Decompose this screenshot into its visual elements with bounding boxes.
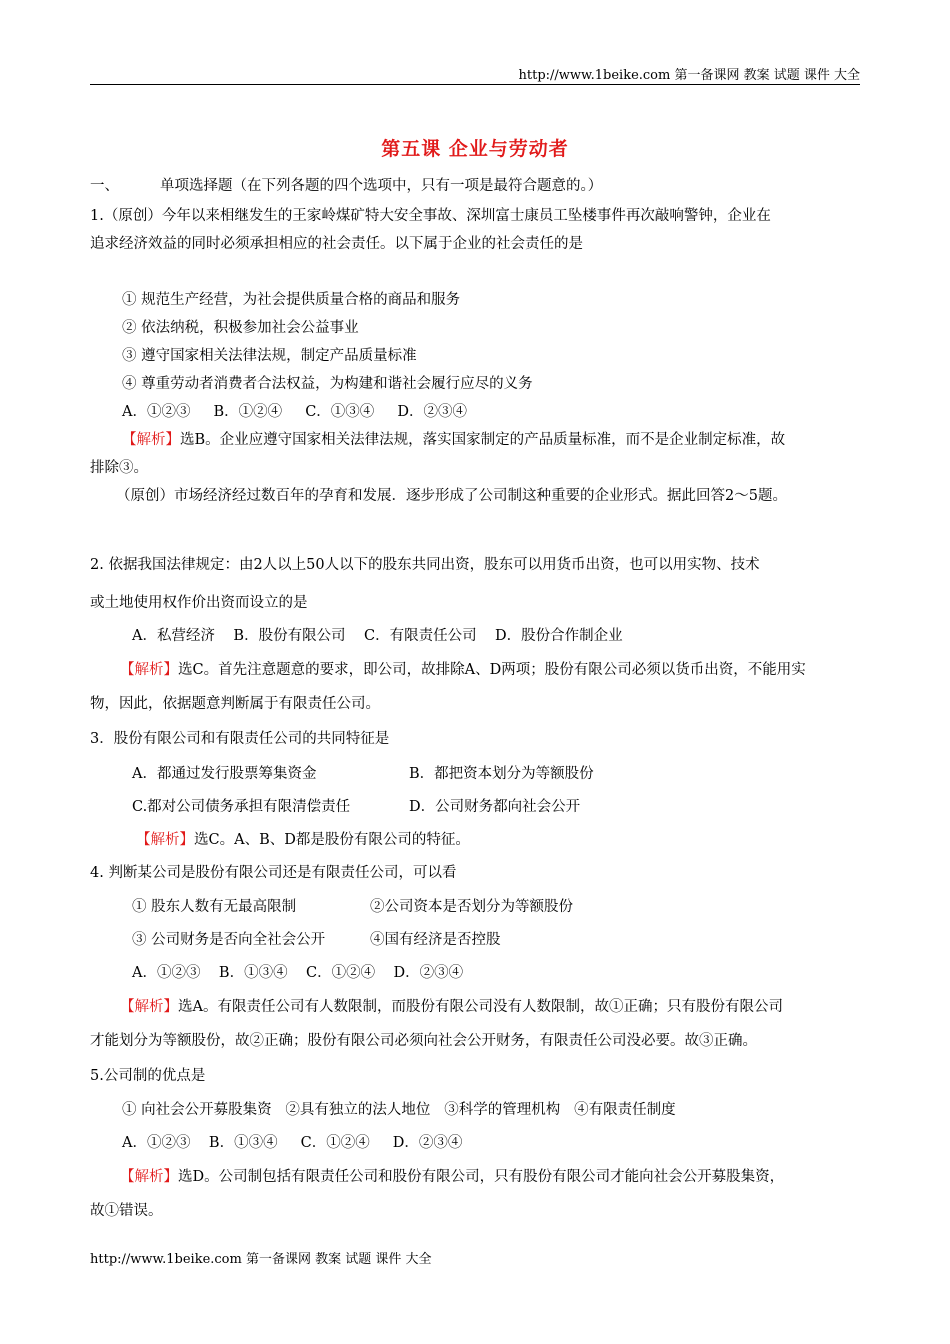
- q5-options: ① 向社会公开募股集资 ②具有独立的法人地位 ③科学的管理机构 ④有限责任制度: [122, 1102, 676, 1118]
- q3-analysis-text: 选C。A、B、D都是股份有限公司的特征。: [194, 832, 470, 848]
- q1-analysis-line2: 排除③。: [90, 460, 148, 476]
- q2-analysis-line1: [120, 660, 806, 680]
- group-intro: （原创）市场经济经过数百年的孕育和发展．逐步形成了公司制这种重要的企业形式。据此回答2～5题。: [116, 488, 787, 504]
- q2-analysis-text: 选C。首先注意题意的要求，即公司，故排除A、D两项；股份有限公司必须以货币出资，不能用实: [178, 662, 806, 678]
- q4-analysis-line2: 才能划分为等额股份，故②正确；股份有限公司必须向社会公开财务，有限责任公司没必要。故③正确。: [90, 1033, 757, 1049]
- q3-option-d: D．公司财务都向社会公开: [409, 799, 581, 815]
- q3-option-b: B．都把资本划分为等额股份: [409, 766, 594, 782]
- section-heading: 单项选择题（在下列各题的四个选项中，只有一项是最符合题意的。）: [160, 178, 603, 194]
- q3-option-a: A．都通过发行股票筹集资金: [132, 766, 317, 782]
- analysis-tag: 【解析】: [120, 1169, 178, 1185]
- q5-stem: 5.公司制的优点是: [90, 1068, 206, 1084]
- q5-choices: A．①②③ B．①③④ C．①②④ D．②③④: [122, 1135, 463, 1151]
- q5-analysis-line2: 故①错误。: [90, 1203, 163, 1219]
- q2-stem-line1: 2. 依据我国法律规定：由2人以上50人以下的股东共同出资，股东可以用货币出资，也可以用实物、技术: [90, 557, 760, 573]
- page-title: 第五课 企业与劳动者: [381, 138, 569, 160]
- q4-option-4: ④国有经济是否控股: [370, 932, 501, 948]
- q2-stem-line2: 或土地使用权作价出资而设立的是: [90, 595, 308, 611]
- analysis-tag: 【解析】: [120, 662, 178, 678]
- q4-choices: A．①②③ B．①③④ C．①②④ D．②③④: [132, 965, 464, 981]
- q1-option-2: ② 依法纳税，积极参加社会公益事业: [122, 320, 359, 336]
- q3-stem: 3．股份有限公司和有限责任公司的共同特征是: [90, 731, 390, 747]
- q2-choices: A．私营经济 B．股份有限公司 C．有限责任公司 D．股份合作制企业: [132, 628, 623, 644]
- section-number: 一、: [90, 178, 119, 194]
- q1-analysis-text: 选B。企业应遵守国家相关法律法规，落实国家制定的产品质量标准，而不是企业制定标准，故: [180, 432, 786, 448]
- q4-option-1: ① 股东人数有无最高限制: [132, 899, 297, 915]
- q1-option-1: ① 规范生产经营，为社会提供质量合格的商品和服务: [122, 292, 461, 308]
- page-header: http://www.1beike.com 第一备课网 教案 试题 课件 大全: [518, 68, 860, 83]
- q1-choices: A．①②③ B．①②④ C．①③④ D．②③④: [122, 404, 467, 420]
- page-footer: http://www.1beike.com 第一备课网 教案 试题 课件 大全: [90, 1252, 432, 1267]
- q4-analysis-text: 选A。有限责任公司有人数限制，而股份有限公司没有人数限制，故①正确；只有股份有限公司: [178, 999, 783, 1015]
- q4-option-2: ②公司资本是否划分为等额股份: [370, 899, 573, 915]
- analysis-tag: 【解析】: [122, 432, 180, 448]
- header-rule: [90, 84, 860, 85]
- q1-stem-line2: 追求经济效益的同时必须承担相应的社会责任。以下属于企业的社会责任的是: [90, 236, 583, 252]
- q4-stem: 4. 判断某公司是股份有限公司还是有限责任公司，可以看: [90, 865, 457, 881]
- q3-option-c: C.都对公司债务承担有限清偿责任: [132, 799, 351, 815]
- analysis-tag: 【解析】: [120, 999, 178, 1015]
- q4-option-3: ③ 公司财务是否向全社会公开: [132, 932, 326, 948]
- analysis-tag: 【解析】: [136, 832, 194, 848]
- q5-analysis-text: 选D。公司制包括有限责任公司和股份有限公司，只有股份有限公司才能向社会公开募股集资，: [178, 1169, 785, 1185]
- q1-stem-line1: 1.（原创）今年以来相继发生的王家岭煤矿特大安全事故、深圳富士康员工坠楼事件再次敲响警钟，企业在: [90, 208, 771, 224]
- q1-analysis-line1: [122, 430, 785, 450]
- q1-option-3: ③ 遵守国家相关法律法规，制定产品质量标准: [122, 348, 417, 364]
- q3-analysis: [136, 830, 470, 850]
- q2-analysis-line2: 物，因此，依据题意判断属于有限责任公司。: [90, 696, 380, 712]
- q4-analysis-line1: [120, 997, 783, 1017]
- q5-analysis-line1: [120, 1167, 784, 1187]
- q1-option-4: ④ 尊重劳动者消费者合法权益，为构建和谐社会履行应尽的义务: [122, 376, 533, 392]
